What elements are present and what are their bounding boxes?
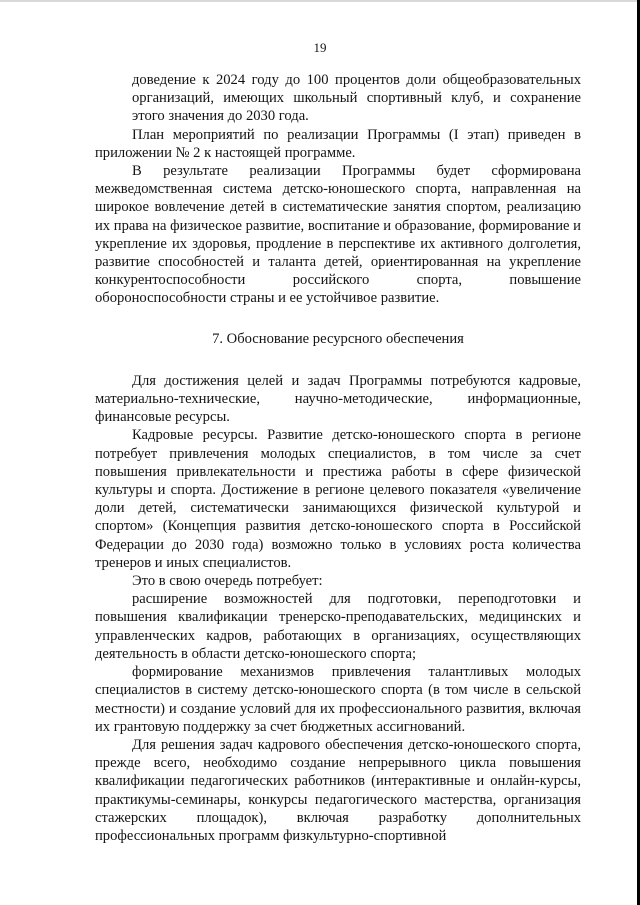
paragraph-resources: Для достижения целей и задач Программы потребуются кадровые, материально-технические, научно-методические, информационные, финансовые ресурсы. [95,372,581,426]
paragraph-requirement-talent: формирование механизмов привлечения талантливых молодых специалистов в систему детско-юношеского спорта (в том числе в сельской местности) и создание условий для их профессионального развития, включая их грантовую поддержку за счет бюджетных ассигнований. [95,664,581,735]
scan-top-shadow [0,0,640,2]
paragraph-staff-resources: Кадровые ресурсы. Развитие детско-юношеского спорта в регионе потребует привлечения молодых специалистов, в том числе за счет повышения привлекательности и престижа работы в сфере физической культуры и спорта. Достижение в регионе целевого показателя «увеличение доли детей, систематически занимающихся физической культурой и спортом» (Концепция развития детско-юношеского спорта в Российской Федерации до 2030 года) возможно только в условиях роста количества тренеров и иных специалистов. [95,427,581,571]
paragraph-continuation: доведение к 2024 году до 100 процентов доли общеобразовательных организаций, имеющих школьный спортивный клуб, и сохранение этого значения до 2030 года. [132,72,581,125]
page-number: 19 [313,40,327,55]
paragraph-result: В результате реализации Программы будет сформирована межведомственная система детско-юношеского спорта, направленная на широкое вовлечение детей в систематические занятия спортом, реализацию их права на физическое развитие, воспитание и образование, формирование и укрепление их здоровья, продление в перспективе их активного долголетия, развитие способностей и таланта детей, ориентированная на укрепление конкурентоспособности российского спорта, повышение обороноспособности страны и ее устойчивое развитие. [95,163,581,307]
section-heading: 7. Обоснование ресурсного обеспечения [212,330,464,347]
paragraph-requirement-training: расширение возможностей для подготовки, переподготовки и повышения квалификации тренерско-преподавательских, медицинских и управленческих кадров, работающих в организациях, осуществляющих деятельность в области детско-юношеского спорта; [95,591,581,662]
document-body [95,71,581,845]
paragraph-plan: План мероприятий по реализации Программы (I этап) приведен в приложении № 2 к настоящей программе. [95,126,581,161]
paragraph-requirement-intro: Это в свою очередь потребует: [132,573,323,590]
paragraph-staff-tasks: Для решения задач кадрового обеспечения детско-юношеского спорта, прежде всего, необходимо создание непрерывного цикла повышения квалификации педагогических работников (интерактивные и онлайн-курсы, практикумы-семинары, конкурсы педагогического мастерства, организация стажерских площадок), включая разработку дополнительных профессиональных программ физкультурно-спортивной [95,736,581,844]
